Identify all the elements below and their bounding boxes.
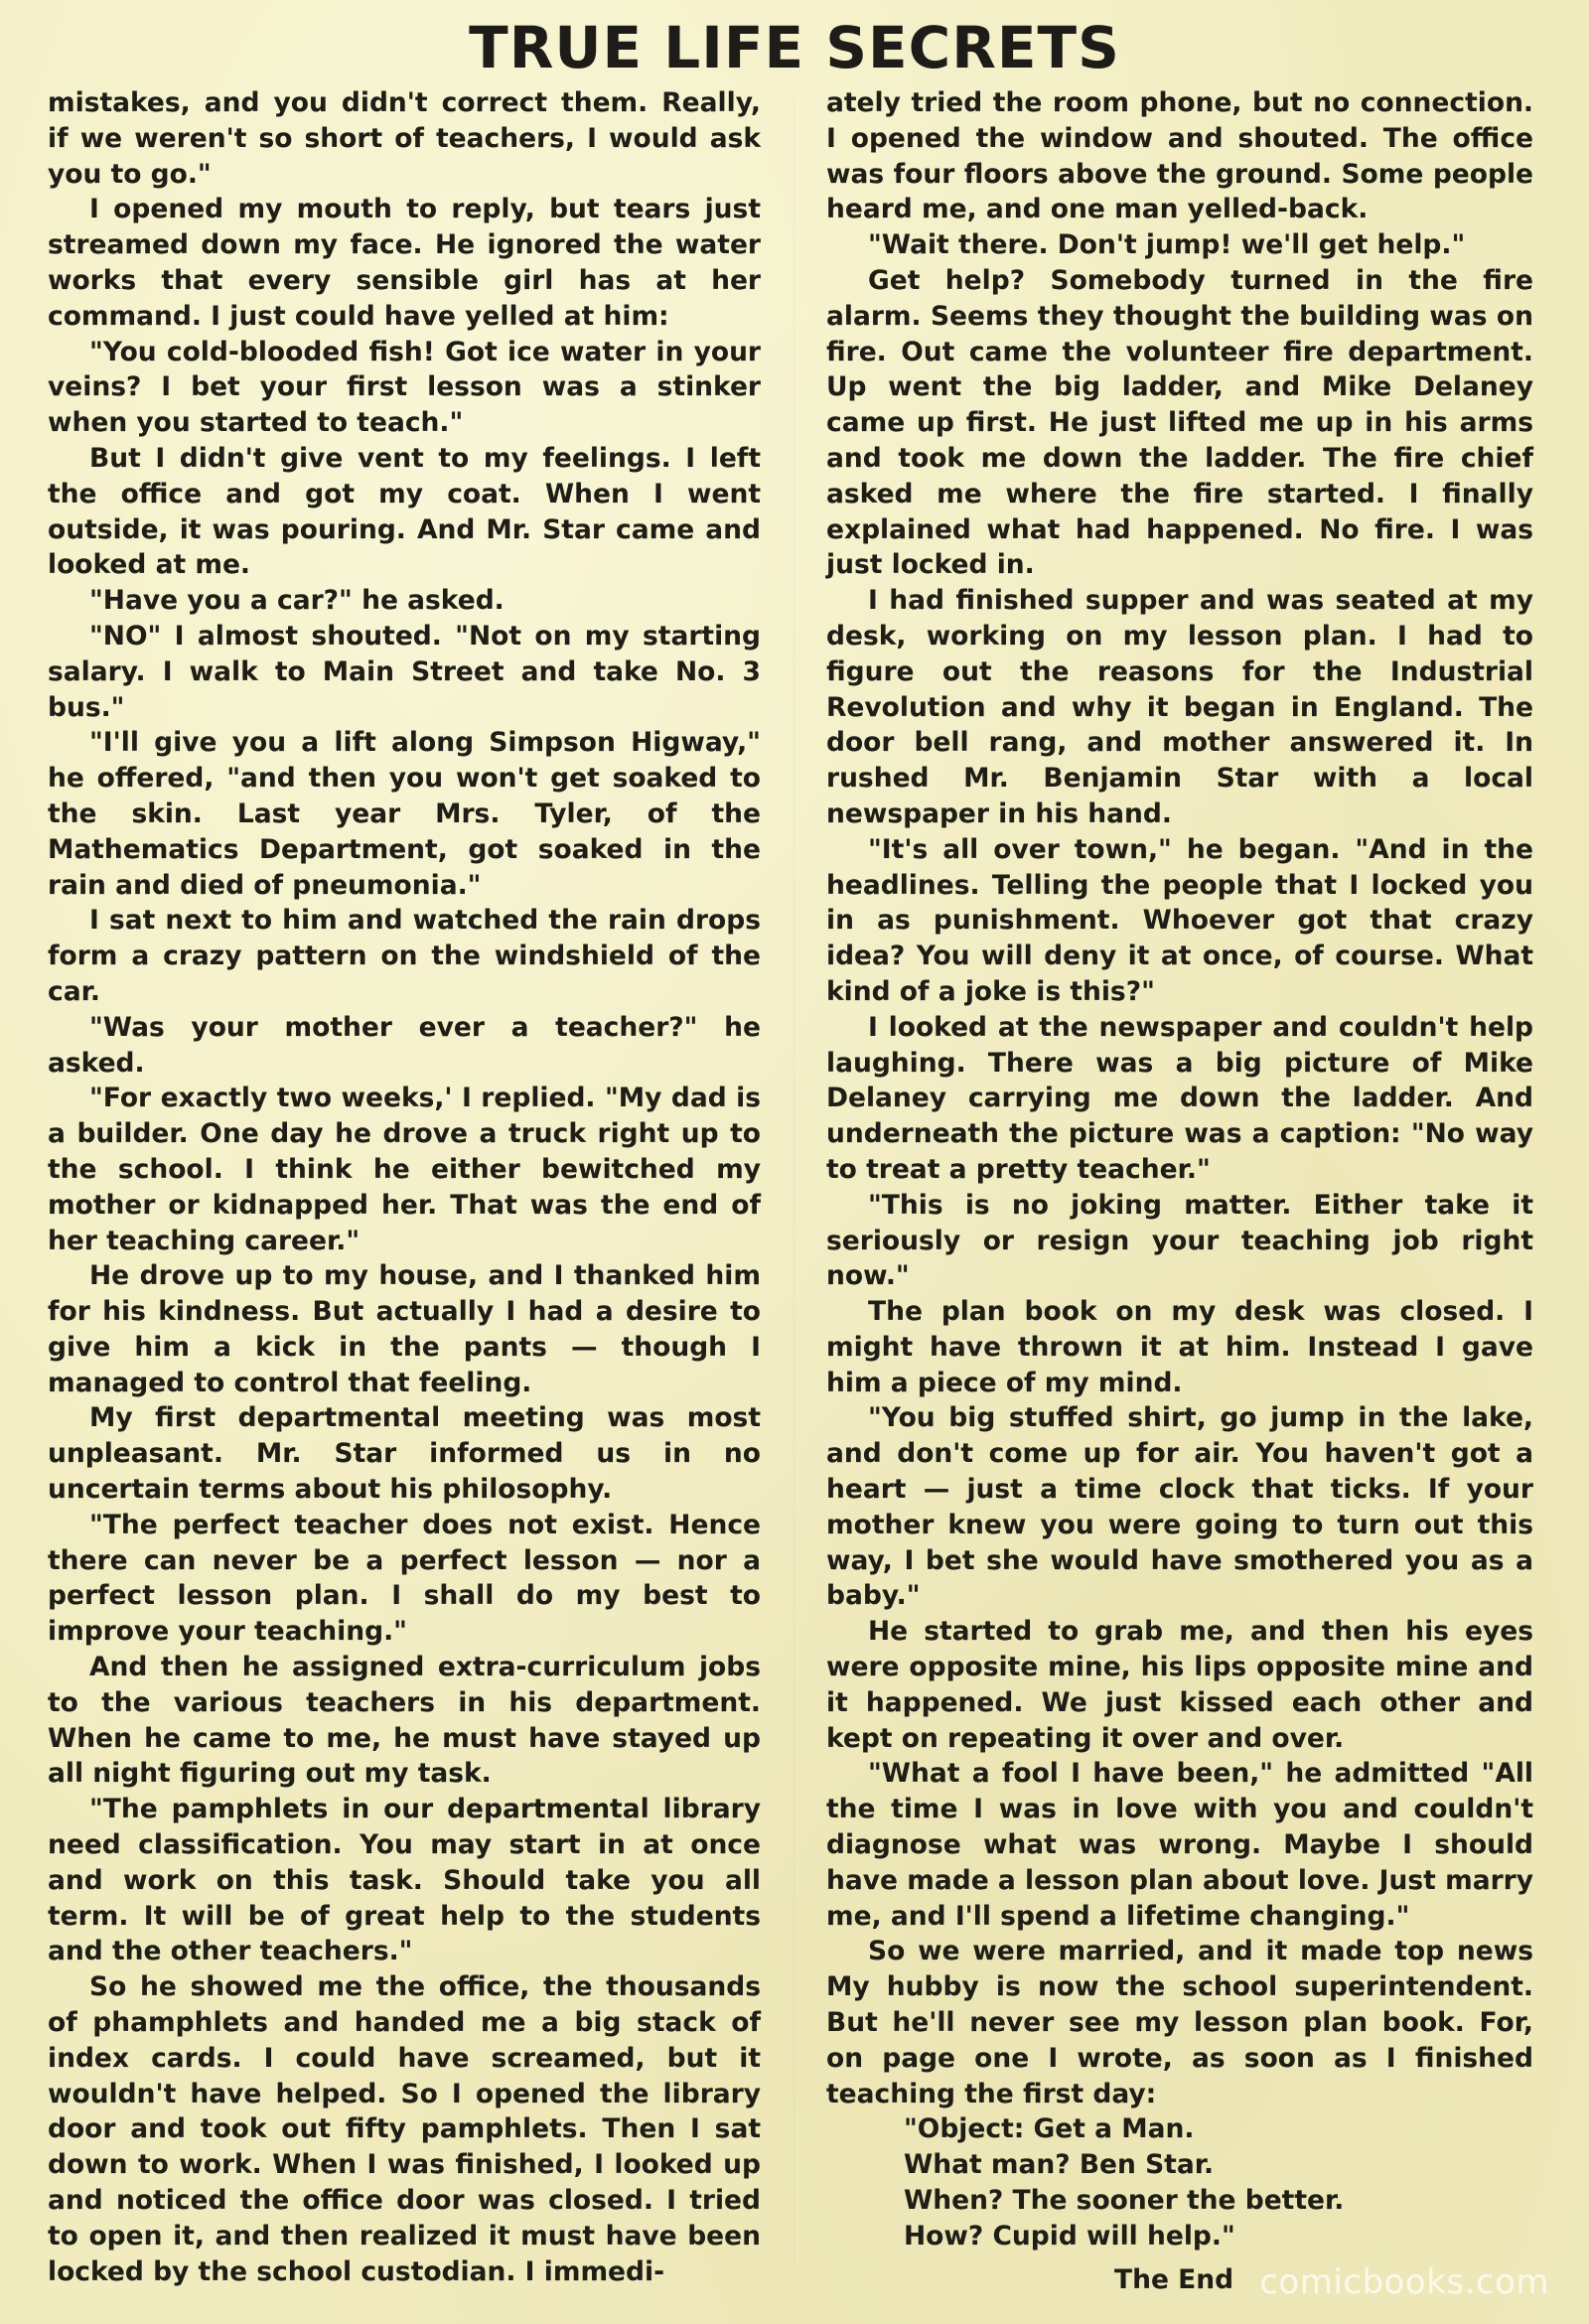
paragraph: "For exactly two weeks,' I replied. "My dad is a builder. One day he drove a truck right up to the school. I think he either bewitched my mother or kidnapped her. That was the end of her teaching career." <box>48 1083 761 1256</box>
verse-line: What man? Ben Star. <box>904 2149 1215 2181</box>
paragraph: ately tried the room phone, but no connection. I opened the window and shouted. The office was four floors above the ground. Some people heard me, and one man yelled-back. <box>826 87 1533 225</box>
paragraph: He drove up to my house, and I thanked him for his kindness. But actually I had a desire to give him a kick in the pants — though I managed to control that feeling. <box>48 1260 761 1398</box>
paragraph: So we were married, and it made top news My hubby is now the school superintendent. But he'll never see my lesson plan book. For, on page one I wrote, as soon as I finished teaching the first day: <box>826 1936 1533 2109</box>
paragraph: "The perfect teacher does not exist. Hence there can never be a perfect lesson — nor a perfect lesson plan. I shall do my best to improve your teaching." <box>48 1509 761 1648</box>
paragraph: So he showed me the office, the thousands of phamphlets and handed me a big stack of index cards. I could have screamed, but it wouldn't have helped. So I opened the library door and took out fifty pamphlets. Then I sat down to work. When I was finished, I looked up and noticed the office door was closed. I tried to open it, and then realized it must have been locked by the school custodian. I immedi- <box>48 1971 761 2287</box>
paragraph: I had finished supper and was seated at my desk, working on my lesson plan. I had to figure out the reasons for the Industrial Revolution and why it began in England. The door bell rang, and mother answered it. In rushed Mr. Benjamin Star with a local newspaper in his hand. <box>826 585 1533 829</box>
paragraph: "The pamphlets in our departmental library need classification. You may start in at once and work on this task. Should take you all term. It will be of great help to the students and the other teachers." <box>48 1794 761 1967</box>
watermark: comicbooks.com <box>1259 2262 1549 2302</box>
paragraph: I opened my mouth to reply, but tears just streamed down my face. He ignored the water works that every sensible girl has at her command. I just could have yelled at him: <box>48 194 761 332</box>
paragraph: "Was your mother ever a teacher?" he asked. <box>48 1011 761 1079</box>
paragraph: I looked at the newspaper and couldn't help laughing. There was a big picture of Mike Delaney carrying me down the ladder. And underneath the picture was a caption: "No way to treat a pretty teacher." <box>826 1011 1533 1185</box>
paragraph: Get help? Somebody turned in the fire alarm. Seems they thought the building was on fire. Out came the volunteer fire department. Up went the big ladder, and Mike Delaney came up first. He just lifted me up in his arms and took me down the ladder. The fire chief asked me where the fire started. I finally explained what had happened. No fire. I was just locked in. <box>826 264 1533 581</box>
verse-line: When? The sooner the better. <box>904 2185 1345 2217</box>
left-text-column <box>48 85 761 2289</box>
paragraph: He started to grab me, and then his eyes were opposite mine, his lips opposite mine and it happened. We just kissed each other and kept on repeating it over and over. <box>826 1616 1533 1754</box>
page-title: TRUE LIFE SECRETS <box>469 14 1120 81</box>
paragraph: But I didn't give vent to my feelings. I left the office and got my coat. When I went outside, it was pouring. And Mr. Star came and looked at me. <box>48 442 761 581</box>
paragraph: "What a fool I have been," he admitted "All the time I was in love with you and couldn't diagnose what was wrong. Maybe I should have made a lesson plan about love. Just marry me, and I'll spend a lifetime changing." <box>826 1758 1533 1932</box>
verse-line: How? Cupid will help." <box>904 2220 1235 2251</box>
right-text-column <box>826 85 1533 2297</box>
paragraph: The plan book on my desk was closed. I might have thrown it at him. Instead I gave him a piece of my mind. <box>826 1296 1533 1398</box>
paragraph: "It's all over town," he began. "And in the headlines. Telling the people that I locked you in as punishment. Whoever got that crazy idea? You will deny it at once, of course. What kind of a joke is this?" <box>826 833 1533 1007</box>
paragraph: "NO" I almost shouted. "Not on my starting salary. I walk to Main Street and take No. 3 bus." <box>48 620 761 723</box>
paragraph: "Have you a car?" he asked. <box>89 585 505 617</box>
paragraph: "You big stuffed shirt, go jump in the lake, and don't come up for air. You haven't got a heart — just a time clock that ticks. If your mother knew you were going to turn out this way, I bet she would have smothered you as a baby." <box>826 1402 1533 1612</box>
paragraph: "You cold-blooded fish! Got ice water in your veins? I bet your first lesson was a stinker when you started to teach." <box>48 336 761 439</box>
verse-line: "Object: Get a Man. <box>904 2113 1195 2145</box>
paragraph: "This is no joking matter. Either take it seriously or resign your teaching job right now." <box>826 1189 1533 1292</box>
paragraph: My first departmental meeting was most unpleasant. Mr. Star informed us in no uncertain terms about his philosophy. <box>48 1402 761 1506</box>
paragraph: "I'll give you a lift along Simpson Higway," he offered, "and then you won't get soaked to the skin. Last year Mrs. Tyler, of the Mathematics Department, got soaked in the rain and died of pneumonia." <box>48 727 761 901</box>
paragraph: And then he assigned extra-curriculum jobs to the various teachers in his department. When he came to me, he must have stayed up all night figuring out my task. <box>48 1652 761 1790</box>
paragraph: "Wait there. Don't jump! we'll get help." <box>868 229 1466 261</box>
paragraph: mistakes, and you didn't correct them. Really, if we weren't so short of teachers, I would ask you to go." <box>48 87 761 190</box>
paragraph: I sat next to him and watched the rain drops form a crazy pattern on the windshield of the car. <box>48 905 761 1007</box>
story-end-label: The End <box>1114 2263 1234 2295</box>
